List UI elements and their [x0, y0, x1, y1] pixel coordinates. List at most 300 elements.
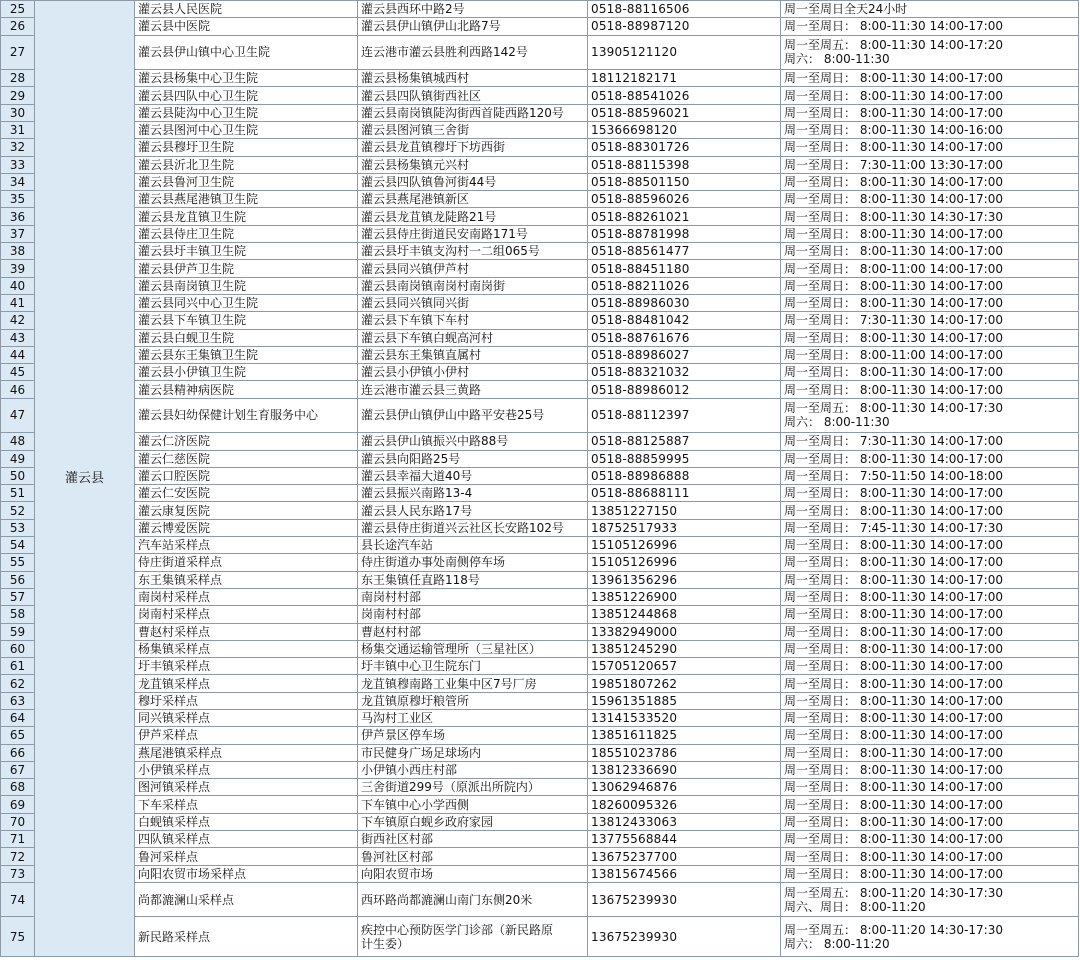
site-phone: 13815674566: [588, 865, 781, 882]
row-number: 25: [1, 1, 35, 18]
row-number: 63: [1, 692, 35, 709]
table-row: [1, 796, 1079, 813]
site-phone: 0518-88541026: [588, 87, 781, 104]
site-name: 灌云博爱医院: [135, 519, 358, 536]
table-row: [1, 208, 1079, 225]
site-phone: 15105126996: [588, 554, 781, 571]
site-phone: 0518-88986012: [588, 381, 781, 398]
site-hours: [781, 294, 1079, 311]
table-row: [1, 813, 1079, 830]
site-phone: 13961356296: [588, 571, 781, 588]
site-phone: 0518-88451180: [588, 260, 781, 277]
site-name: 向阳农贸市场采样点: [135, 865, 358, 882]
site-phone: 13851227150: [588, 502, 781, 519]
site-address: 灌云县同兴镇同兴街: [358, 294, 588, 311]
site-address: 圩丰镇中心卫生院东门: [358, 658, 588, 675]
site-phone: 18260095326: [588, 796, 781, 813]
site-phone: 0518-88859995: [588, 450, 781, 467]
row-number: 51: [1, 485, 35, 502]
row-number: 59: [1, 623, 35, 640]
site-address: 岗南村村部: [358, 606, 588, 623]
site-hours: [781, 537, 1079, 554]
row-number: 45: [1, 364, 35, 381]
site-phone: 13062946876: [588, 779, 781, 796]
hours-line: 周一至周五： 8:00-11:20 14:30-17:30: [784, 922, 1003, 937]
site-name: 灌云仁济医院: [135, 433, 358, 450]
site-address: 灌云县下车镇下车村: [358, 312, 588, 329]
site-name: 龙苴镇采样点: [135, 675, 358, 692]
table-row: [1, 433, 1079, 450]
site-name: 灌云县白蚬卫生院: [135, 329, 358, 346]
site-hours: [781, 191, 1079, 208]
row-number: 69: [1, 796, 35, 813]
table-row: [1, 450, 1079, 467]
row-number: 44: [1, 346, 35, 363]
site-address: 灌云县下车镇白蚬高河村: [358, 329, 588, 346]
hours-line: 周一至周日： 7:30-11:00 13:30-17:00: [784, 157, 1003, 172]
site-name: 灌云县龙苴镇卫生院: [135, 208, 358, 225]
table-row: [1, 277, 1079, 294]
site-address: 灌云县振兴南路13-4: [358, 485, 588, 502]
row-number: 35: [1, 191, 35, 208]
site-phone: 0518-88781998: [588, 225, 781, 242]
hours-line: 周一至周日： 8:00-11:30 14:00-17:00: [784, 382, 1003, 397]
row-number: 55: [1, 554, 35, 571]
site-name: 灌云县杨集中心卫生院: [135, 70, 358, 87]
row-number: 64: [1, 709, 35, 726]
table-row: [1, 243, 1079, 260]
row-number: 49: [1, 450, 35, 467]
site-hours: [781, 658, 1079, 675]
row-number: 42: [1, 312, 35, 329]
site-address: 市民健身广场足球场内: [358, 744, 588, 761]
table-row: [1, 571, 1079, 588]
hours-line: 周一至周日： 8:00-11:30 14:00-17:00: [784, 88, 1003, 103]
site-address: 灌云县杨集镇城西村: [358, 70, 588, 87]
table-row: [1, 225, 1079, 242]
table-row: [1, 191, 1079, 208]
hours-line: 周一至周日： 8:00-11:30 14:00-17:00: [784, 538, 1003, 553]
table-row: [1, 761, 1079, 778]
site-address: 灌云县侍庄街道兴云社区长安路102号: [358, 519, 588, 536]
row-number: 38: [1, 243, 35, 260]
hours-line: 周一至周日全天24小时: [784, 2, 908, 17]
site-phone: 0518-88596021: [588, 104, 781, 121]
site-name: 灌云县鲁河卫生院: [135, 173, 358, 190]
hours-line: 周一至周日： 8:00-11:30 14:00-17:00: [784, 278, 1003, 293]
row-number: 72: [1, 848, 35, 865]
site-phone: 0518-88596026: [588, 191, 781, 208]
table-row: [1, 709, 1079, 726]
hours-line: 周一至周日： 7:30-11:30 14:00-17:00: [784, 434, 1003, 449]
site-address: 三舍街道299号（原派出所院内）: [358, 779, 588, 796]
table-row: [1, 848, 1079, 865]
site-phone: 13905121120: [588, 35, 781, 70]
site-address: 灌云县龙苴镇龙陡路21号: [358, 208, 588, 225]
site-address: 曹赵村村部: [358, 623, 588, 640]
site-address: 灌云县燕尾港镇新区: [358, 191, 588, 208]
table-row: [1, 364, 1079, 381]
table-row: [1, 18, 1079, 35]
site-hours: [781, 346, 1079, 363]
site-name: 灌云县南岗镇卫生院: [135, 277, 358, 294]
hours-line: 周一至周日： 8:00-11:30 14:00-17:00: [784, 244, 1003, 259]
site-name: 灌云康复医院: [135, 502, 358, 519]
table-row: [1, 727, 1079, 744]
site-phone: 0518-88987120: [588, 18, 781, 35]
site-hours: [781, 398, 1079, 433]
row-number: 68: [1, 779, 35, 796]
hours-line: 周一至周日： 8:00-11:30 14:00-17:00: [784, 607, 1003, 622]
table-row: [1, 554, 1079, 571]
table-row: [1, 87, 1079, 104]
hours-line: 周一至周日： 8:00-11:30 14:00-17:00: [784, 676, 1003, 691]
row-number: 58: [1, 606, 35, 623]
site-hours: [781, 571, 1079, 588]
hours-line: 周一至周日： 8:00-11:30 14:00-17:00: [784, 330, 1003, 345]
site-name: 灌云县下车镇卫生院: [135, 312, 358, 329]
site-phone: 0518-88986027: [588, 346, 781, 363]
site-hours: [781, 18, 1079, 35]
hours-line: 周一至周五： 8:00-11:20 14:30-17:30: [784, 885, 1003, 900]
row-number: 66: [1, 744, 35, 761]
hours-line: 周一至周日： 8:00-11:00 14:00-17:00: [784, 261, 1003, 276]
site-name: 灌云县妇幼保健计划生育服务中心: [135, 398, 358, 433]
site-address: 灌云县同兴镇伊芦村: [358, 260, 588, 277]
site-phone: 0518-88761676: [588, 329, 781, 346]
site-hours: [781, 277, 1079, 294]
site-name: 灌云县陡沟中心卫生院: [135, 104, 358, 121]
site-address: 西环路尚都漉澜山南门东侧20米: [358, 882, 588, 917]
site-phone: 0518-88986888: [588, 467, 781, 484]
hours-line: 周一至周日： 8:00-11:30 14:00-17:00: [784, 832, 1003, 847]
row-number: 33: [1, 156, 35, 173]
site-phone: 13675239930: [588, 917, 781, 957]
table-row: [1, 692, 1079, 709]
site-name: 灌云县伊山镇中心卫生院: [135, 35, 358, 70]
hours-line: 周一至周日： 8:00-11:30 14:00-17:00: [784, 763, 1003, 778]
site-address: 街西社区村部: [358, 831, 588, 848]
site-address: 灌云县南岗镇南岗村南岗街: [358, 277, 588, 294]
site-address: 灌云县四队镇街西社区: [358, 87, 588, 104]
table-body: [1, 1, 1079, 957]
row-number: 48: [1, 433, 35, 450]
table-row: [1, 744, 1079, 761]
table-row: [1, 121, 1079, 138]
site-phone: 0518-88688111: [588, 485, 781, 502]
hours-line: 周一至周日： 8:00-11:30 14:00-17:00: [784, 296, 1003, 311]
site-hours: [781, 208, 1079, 225]
site-hours: [781, 450, 1079, 467]
hours-line: 周一至周日： 8:00-11:30 14:00-17:00: [784, 659, 1003, 674]
row-number: 26: [1, 18, 35, 35]
table-row: [1, 1, 1079, 18]
row-number: 75: [1, 917, 35, 957]
site-name: 灌云县精神病医院: [135, 381, 358, 398]
site-hours: [781, 312, 1079, 329]
site-hours: [781, 606, 1079, 623]
hours-line: 周一至周日： 8:00-11:30 14:00-17:00: [784, 849, 1003, 864]
site-address: 灌云县东王集镇直属村: [358, 346, 588, 363]
site-address: 灌云县幸福大道40号: [358, 467, 588, 484]
site-phone: 13675239930: [588, 882, 781, 917]
hours-line: 周一至周日： 8:00-11:30 14:00-17:00: [784, 590, 1003, 605]
site-name: 灌云县伊芦卫生院: [135, 260, 358, 277]
site-phone: 0518-88115398: [588, 156, 781, 173]
row-number: 70: [1, 813, 35, 830]
row-number: 31: [1, 121, 35, 138]
site-address: 伊芦景区停车场: [358, 727, 588, 744]
site-hours: [781, 173, 1079, 190]
row-number: 36: [1, 208, 35, 225]
hours-line: 周一至周日： 7:30-11:30 14:00-17:00: [784, 313, 1003, 328]
site-hours: [781, 381, 1079, 398]
site-name: 灌云口腔医院: [135, 467, 358, 484]
site-address: 龙苴镇原穆圩粮管所: [358, 692, 588, 709]
table-row: [1, 779, 1079, 796]
site-address: 灌云县向阳路25号: [358, 450, 588, 467]
site-address: 灌云县伊山镇伊山中路平安巷25号: [358, 398, 588, 433]
table-row: [1, 312, 1079, 329]
row-number: 46: [1, 381, 35, 398]
hours-line: 周一至周日： 8:00-11:30 14:00-17:00: [784, 693, 1003, 708]
table-row: [1, 917, 1079, 957]
hours-line: 周一至周日： 8:00-11:30 14:00-17:00: [784, 555, 1003, 570]
site-hours: [781, 623, 1079, 640]
site-address: 灌云县图河镇三舍街: [358, 121, 588, 138]
table-row: [1, 831, 1079, 848]
site-hours: [781, 485, 1079, 502]
site-address: 灌云县侍庄街道民安南路171号: [358, 225, 588, 242]
row-number: 28: [1, 70, 35, 87]
site-name: 穆圩采样点: [135, 692, 358, 709]
table-row: [1, 398, 1079, 433]
table-row: [1, 156, 1079, 173]
site-phone: 13812336690: [588, 761, 781, 778]
table-row: [1, 294, 1079, 311]
site-name: 南岗村采样点: [135, 588, 358, 605]
site-name: 汽车站采样点: [135, 537, 358, 554]
site-address: 下车镇原白蚬乡政府家园: [358, 813, 588, 830]
table-row: [1, 485, 1079, 502]
site-hours: [781, 640, 1079, 657]
site-hours: [781, 139, 1079, 156]
site-hours: [781, 796, 1079, 813]
site-phone: 0518-88125887: [588, 433, 781, 450]
site-phone: 15366698120: [588, 121, 781, 138]
site-hours: [781, 364, 1079, 381]
hours-line: 周一至周日： 8:00-11:30 14:00-17:00: [784, 105, 1003, 120]
row-number: 32: [1, 139, 35, 156]
hours-line: 周一至周日： 8:00-11:30 14:00-17:00: [784, 814, 1003, 829]
hours-line: 周一至周日： 8:00-11:30 14:30-17:30: [784, 209, 1003, 224]
row-number: 56: [1, 571, 35, 588]
site-name: 曹赵村采样点: [135, 623, 358, 640]
site-name: 小伊镇采样点: [135, 761, 358, 778]
table-row: [1, 467, 1079, 484]
site-name: 白蚬镇采样点: [135, 813, 358, 830]
table-row: [1, 882, 1079, 917]
row-number: 53: [1, 519, 35, 536]
site-address: 灌云县小伊镇小伊村: [358, 364, 588, 381]
site-phone: 19851807262: [588, 675, 781, 692]
row-number: 52: [1, 502, 35, 519]
hours-line: 周一至周日： 7:50-11:50 14:00-18:00: [784, 468, 1003, 483]
site-phone: 0518-88321032: [588, 364, 781, 381]
site-name: 灌云县四队中心卫生院: [135, 87, 358, 104]
site-hours: [781, 467, 1079, 484]
site-phone: 13851611825: [588, 727, 781, 744]
site-phone: 0518-88261021: [588, 208, 781, 225]
site-address: 龙苴镇穆南路工业集中区7号厂房: [358, 675, 588, 692]
site-hours: [781, 156, 1079, 173]
row-number: 40: [1, 277, 35, 294]
site-name: 灌云仁慈医院: [135, 450, 358, 467]
table-row: [1, 588, 1079, 605]
hours-line: 周一至周日： 8:00-11:30 14:00-17:00: [784, 745, 1003, 760]
site-name: 燕尾港镇采样点: [135, 744, 358, 761]
site-phone: 0518-88112397: [588, 398, 781, 433]
site-phone: 0518-88481042: [588, 312, 781, 329]
hours-line: 周一至周日： 8:00-11:30 14:00-17:00: [784, 780, 1003, 795]
row-number: 47: [1, 398, 35, 433]
row-number: 60: [1, 640, 35, 657]
hours-line: 周六： 8:00-11:30: [784, 415, 890, 430]
site-address: 侍庄街道办事处南侧停车场: [358, 554, 588, 571]
table-row: [1, 260, 1079, 277]
hours-line: 周一至周日： 7:45-11:30 14:00-17:30: [784, 520, 1003, 535]
row-number: 62: [1, 675, 35, 692]
site-name: 东王集镇采样点: [135, 571, 358, 588]
hours-line: 周一至周日： 8:00-11:30 14:00-17:00: [784, 797, 1003, 812]
site-address: 向阳农贸市场: [358, 865, 588, 882]
table-row: [1, 658, 1079, 675]
site-phone: 15705120657: [588, 658, 781, 675]
table-row: [1, 70, 1079, 87]
row-number: 30: [1, 104, 35, 121]
hours-line: 周一至周日： 8:00-11:30 14:00-17:00: [784, 175, 1003, 190]
row-number: 57: [1, 588, 35, 605]
site-address: 县长途汽车站: [358, 537, 588, 554]
site-phone: 13851245290: [588, 640, 781, 657]
hours-line: 周六： 8:00-11:30: [784, 52, 890, 67]
site-hours: [781, 692, 1079, 709]
site-hours: [781, 882, 1079, 917]
site-address: 下车镇中心小学西侧: [358, 796, 588, 813]
site-hours: [781, 709, 1079, 726]
site-name: 灌云县东王集镇卫生院: [135, 346, 358, 363]
hours-line: 周一至周五： 8:00-11:30 14:00-17:30: [784, 401, 1003, 416]
site-hours: [781, 329, 1079, 346]
site-phone: 15105126996: [588, 537, 781, 554]
hours-line: 周一至周日： 8:00-11:30 14:00-17:00: [784, 503, 1003, 518]
row-number: 67: [1, 761, 35, 778]
table-row: [1, 675, 1079, 692]
hours-line: 周一至周日： 8:00-11:30 14:00-17:00: [784, 451, 1003, 466]
site-address: 杨集交通运输管理所（三星社区）: [358, 640, 588, 657]
site-name: 灌云县圩丰镇卫生院: [135, 243, 358, 260]
site-name: 尚都漉澜山采样点: [135, 882, 358, 917]
hours-line: 周一至周日： 8:00-11:30 14:00-17:00: [784, 641, 1003, 656]
site-name: 灌云县穆圩卫生院: [135, 139, 358, 156]
site-hours: [781, 1, 1079, 18]
site-address: [358, 917, 588, 957]
site-phone: 13382949000: [588, 623, 781, 640]
site-hours: [781, 848, 1079, 865]
hours-line: 周六、周日： 8:00-11:20: [784, 899, 926, 914]
site-name: 灌云仁安医院: [135, 485, 358, 502]
row-number: 65: [1, 727, 35, 744]
hours-line: 周一至周五： 8:00-11:30 14:00-17:20: [784, 38, 1003, 53]
site-address: 灌云县杨集镇元兴村: [358, 156, 588, 173]
site-phone: 15961351885: [588, 692, 781, 709]
table-row: [1, 346, 1079, 363]
site-name: 灌云县燕尾港镇卫生院: [135, 191, 358, 208]
site-name: 侍庄街道采样点: [135, 554, 358, 571]
site-address: 灌云县西环中路2号: [358, 1, 588, 18]
site-phone: 13141533520: [588, 709, 781, 726]
site-name: 鲁河采样点: [135, 848, 358, 865]
site-hours: [781, 502, 1079, 519]
table-row: [1, 865, 1079, 882]
hours-line: 周一至周日： 8:00-11:30 14:00-17:00: [784, 365, 1003, 380]
hours-line: 周一至周日： 8:00-11:30 14:00-17:00: [784, 572, 1003, 587]
row-number: 41: [1, 294, 35, 311]
site-hours: [781, 831, 1079, 848]
site-hours: [781, 917, 1079, 957]
site-hours: [781, 675, 1079, 692]
table-row: [1, 537, 1079, 554]
table-row: [1, 502, 1079, 519]
site-hours: [781, 35, 1079, 70]
site-name: 同兴镇采样点: [135, 709, 358, 726]
site-phone: 13851244868: [588, 606, 781, 623]
site-address: 连云港市灌云县三黄路: [358, 381, 588, 398]
site-name: 灌云县同兴中心卫生院: [135, 294, 358, 311]
table-row: [1, 173, 1079, 190]
address-line: 疾控中心预防医学门诊部（新民路原: [361, 922, 554, 937]
hours-line: 周六： 8:00-11:20: [784, 936, 890, 951]
site-phone: 13812433063: [588, 813, 781, 830]
table-row: [1, 640, 1079, 657]
site-name: 灌云县沂北卫生院: [135, 156, 358, 173]
site-hours: [781, 87, 1079, 104]
row-number: 43: [1, 329, 35, 346]
site-name: 岗南村采样点: [135, 606, 358, 623]
site-address: 灌云县伊山镇伊山北路7号: [358, 18, 588, 35]
row-number: 50: [1, 467, 35, 484]
site-address: 连云港市灌云县胜利西路142号: [358, 35, 588, 70]
table-row: [1, 519, 1079, 536]
site-hours: [781, 761, 1079, 778]
site-hours: [781, 779, 1079, 796]
table-row: [1, 35, 1079, 70]
site-hours: [781, 744, 1079, 761]
site-address: 鲁河社区村部: [358, 848, 588, 865]
table-row: [1, 329, 1079, 346]
site-address: 灌云县圩丰镇支沟村一二组065号: [358, 243, 588, 260]
site-phone: 0518-88561477: [588, 243, 781, 260]
hours-line: 周一至周日： 8:00-11:30 14:00-17:00: [784, 624, 1003, 639]
site-hours: [781, 727, 1079, 744]
row-number: 39: [1, 260, 35, 277]
hours-line: 周一至周日： 8:00-11:30 14:00-17:00: [784, 226, 1003, 241]
row-number: 27: [1, 35, 35, 70]
site-address: 灌云县人民东路17号: [358, 502, 588, 519]
row-number: 54: [1, 537, 35, 554]
site-name: 新民路采样点: [135, 917, 358, 957]
hours-line: 周一至周日： 8:00-11:30 14:00-17:00: [784, 728, 1003, 743]
